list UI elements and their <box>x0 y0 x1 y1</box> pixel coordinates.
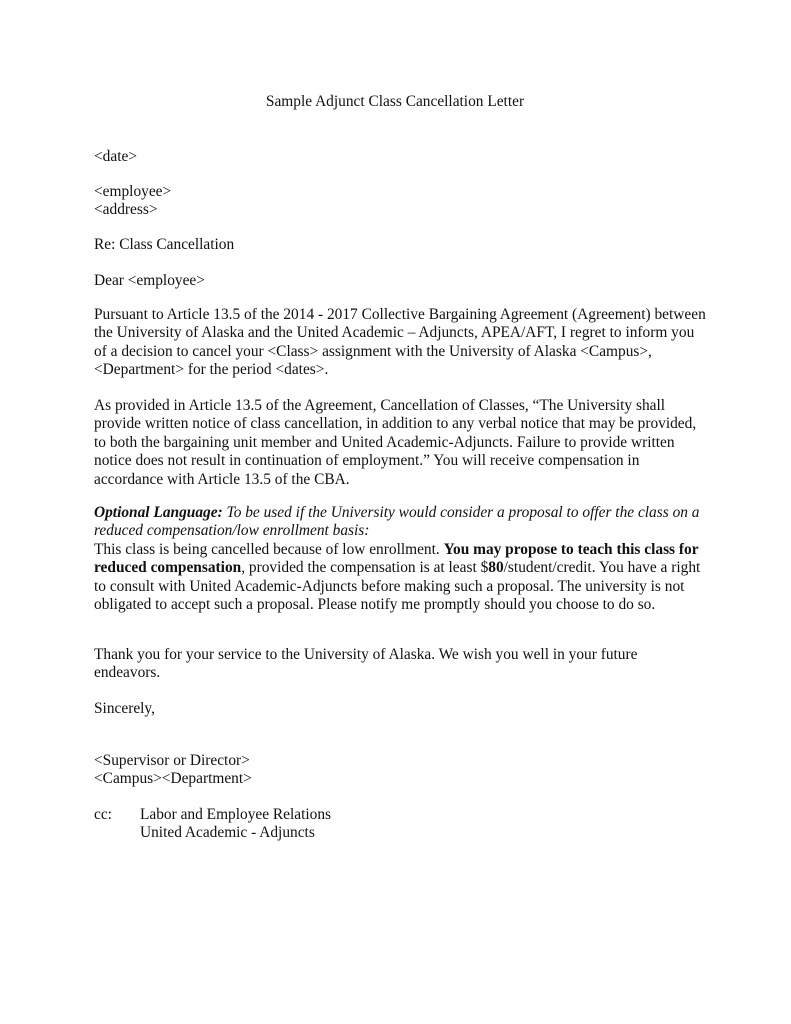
optional-language-heading <box>94 504 706 541</box>
optional-language-body <box>94 541 706 615</box>
employee-placeholder: <employee> <box>94 183 172 200</box>
cc-recipient: United Academic - Adjuncts <box>140 824 315 842</box>
paragraph-article-13-5-text: Pursuant to Article 13.5 of the 2014 - 2017 Collective Bargaining Agreement (Agreement) between the University of Alaska and the United Academic – Adjuncts, APEA/AFT, I regret to inform you of a decision to cancel your <Class> assignment with the University of Alaska <Campus>, <Department> for the period <dates>. <box>94 306 706 379</box>
optional-bold-amount: 80 <box>488 559 504 577</box>
letter-title: Sample Adjunct Class Cancellation Letter <box>265 93 525 110</box>
optional-text-b: , provided the compensation is at least $ <box>241 559 489 577</box>
closing: Sincerely, <box>94 700 155 717</box>
optional-text-a: This class is being cancelled because of low enrollment. <box>94 540 444 558</box>
paragraph-thank-you <box>94 646 706 683</box>
paragraph-cancellation-quote <box>94 397 706 489</box>
optional-language-section <box>94 504 706 614</box>
address-placeholder: <address> <box>94 201 158 218</box>
optional-language-label: Optional Language: <box>94 504 223 521</box>
paragraph-article-13-5 <box>94 306 706 380</box>
date-placeholder: <date> <box>94 148 137 165</box>
optional-language-intro: To be used if the University would consider a proposal to offer the class on a reduced compensation/low enrollment basis: <box>94 504 700 540</box>
optional-text-c: /student/credit. You have a right to consult with United Academic-Adjuncts before making such a proposal. The university is not obligated to accept such a proposal. Please notify me promptly should you choose to do so. <box>94 559 701 614</box>
signer-unit-placeholder: <Campus><Department> <box>94 770 252 787</box>
cc-recipient: Labor and Employee Relations <box>140 806 332 823</box>
paragraph-thank-you-text: Thank you for your service to the University of Alaska. We wish you well in your future endeavors. <box>94 646 638 682</box>
re-line: Re: Class Cancellation <box>94 236 235 253</box>
cc-list <box>140 806 331 843</box>
cc-label: cc: <box>94 806 112 823</box>
optional-bold-proposal: You may propose to teach this class for reduced compensation <box>94 540 699 577</box>
signer-placeholder: <Supervisor or Director> <box>94 752 250 769</box>
salutation: Dear <employee> <box>94 272 205 289</box>
paragraph-cancellation-quote-text: As provided in Article 13.5 of the Agreement, Cancellation of Classes, “The University shall provide written notice of class cancellation, in addition to any verbal notice that may be provided, to both the bargaining unit member and United Academic-Adjuncts. Failure to provide written notice does not result in continuation of employment.” You will receive compensation in accordance with Article 13.5 of the CBA. <box>94 397 697 488</box>
